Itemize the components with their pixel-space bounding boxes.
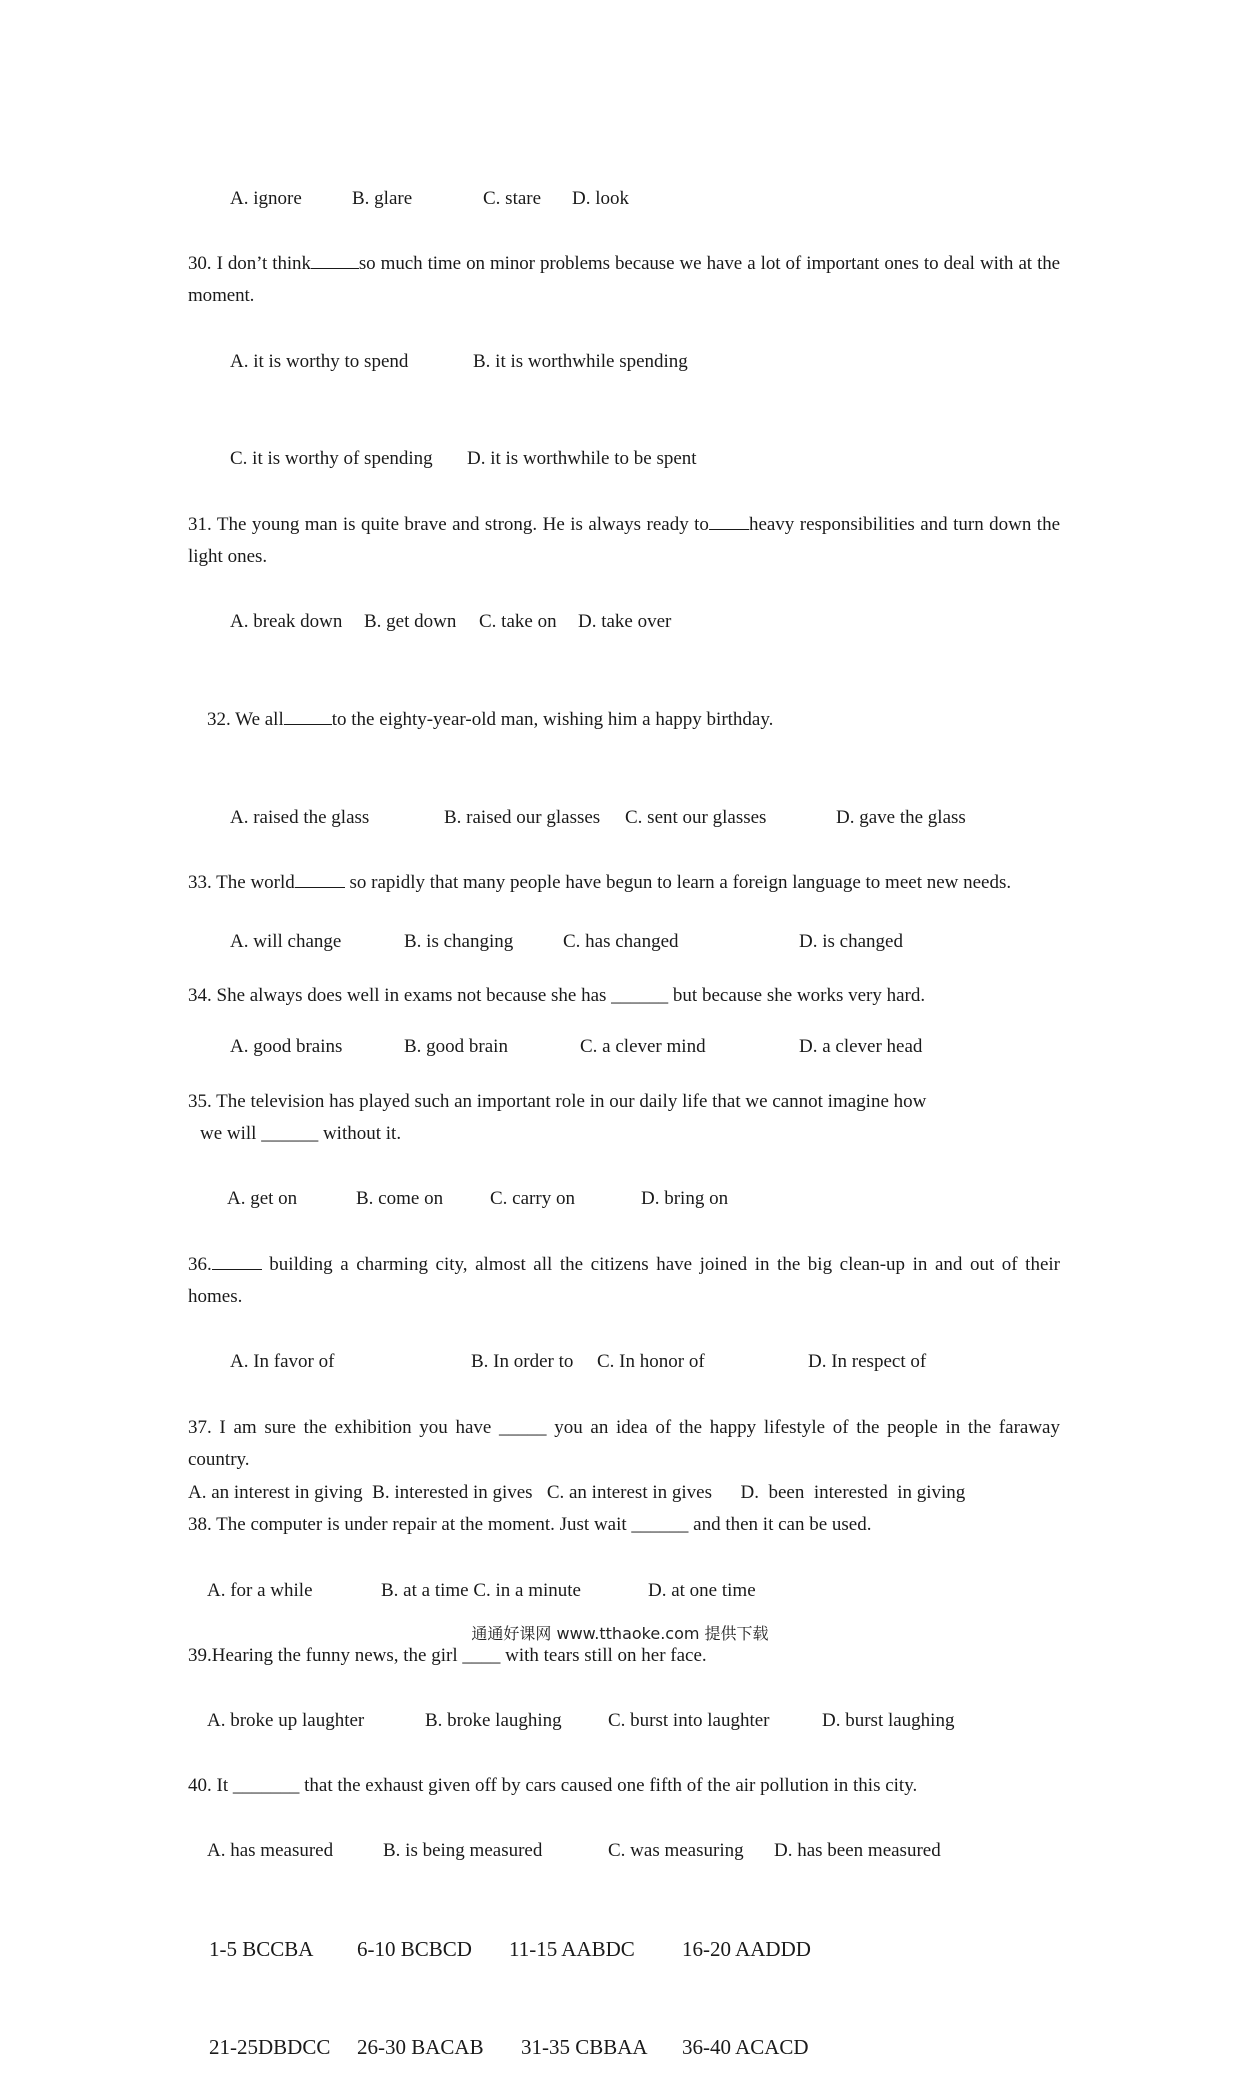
answer-key-row1 <box>188 1901 1060 1999</box>
q29-option-d: D. look <box>572 187 629 209</box>
q34-option-a: A. good brains <box>230 1035 343 1057</box>
q34-stem: 34. She always does well in exams not because she has ______ but because she works very hard. <box>188 984 926 1006</box>
q32-blank <box>284 706 332 725</box>
exam-page <box>188 150 1060 2096</box>
q39-option-b: B. broke laughing <box>425 1709 562 1731</box>
q37-stem: 37. I am sure the exhibition you have _____ you an idea of the happy lifestyle of the people in the faraway country. <box>188 1416 1060 1471</box>
q36-option-d: D. In respect of <box>808 1351 927 1373</box>
q33-blank <box>295 869 345 888</box>
q31-option-c: C. take on <box>479 611 557 633</box>
q32-option-a: A. raised the glass <box>230 806 370 828</box>
answer-key-6-10: 6-10 BCBCD <box>357 1937 472 1962</box>
q35-option-c: C. carry on <box>490 1188 575 1210</box>
q38-option-bc: B. at a time C. in a minute <box>381 1579 581 1601</box>
q35-option-d: D. bring on <box>641 1188 729 1210</box>
q34-option-b: B. good brain <box>404 1035 508 1057</box>
q30-option-d: D. it is worthwhile to be spent <box>467 448 697 470</box>
q29-option-a: A. ignore <box>230 187 302 209</box>
q32-option-b: B. raised our glasses <box>444 806 601 828</box>
q40-option-b: B. is being measured <box>383 1840 543 1862</box>
q36-blank <box>212 1251 262 1270</box>
q31-option-b: B. get down <box>364 611 457 633</box>
answer-key-31-35: 31-35 CBBAA <box>521 2034 648 2059</box>
q40-options <box>188 1803 1060 1901</box>
answer-key-26-30: 26-30 BACAB <box>357 2034 484 2059</box>
q33-option-d: D. is changed <box>799 930 903 952</box>
q30-blank <box>311 250 359 269</box>
q36-option-c: C. In honor of <box>597 1351 705 1373</box>
q33-option-a: A. will change <box>230 930 342 952</box>
q32-stem: 32. We all to the eighty-year-old man, wishing him a happy birthday. <box>188 672 1060 770</box>
q38-stem: 38. The computer is under repair at the moment. Just wait ______ and then it can be used. <box>188 1514 872 1536</box>
q39-option-a: A. broke up laughter <box>207 1709 365 1731</box>
q36-stem: 36. building a charming city, almost all the citizens have joined in the big clean-up in and out of their homes. <box>188 1249 1060 1314</box>
answer-key-11-15: 11-15 AABDC <box>509 1937 635 1962</box>
q39-options <box>188 1672 1060 1770</box>
q40-option-a: A. has measured <box>207 1840 334 1862</box>
q39-stem: 39.Hearing the funny news, the girl ____ with tears still on her face. <box>188 1644 707 1666</box>
q35-option-a: A. get on <box>227 1188 298 1210</box>
q33-options <box>188 900 1060 984</box>
q29-option-b: B. glare <box>352 187 413 209</box>
q30-option-b: B. it is worthwhile spending <box>473 350 688 372</box>
q30-option-a: A. it is worthy to spend <box>230 350 409 372</box>
q37-options: A. an interest in giving B. interested in gives C. an interest in gives D. been interested in giving <box>188 1481 966 1503</box>
answer-key-row2 <box>188 1998 1060 2096</box>
q40-stem: 40. It _______ that the exhaust given off by cars caused one fifth of the air pollution in this city. <box>188 1775 918 1797</box>
q30-stem: 30. I don’t think so much time on minor problems because we have a lot of important ones to deal with at the moment. <box>188 248 1060 313</box>
answer-key-36-40: 36-40 ACACD <box>682 2034 809 2059</box>
q32-option-c: C. sent our glasses <box>625 806 767 828</box>
q32-option-d: D. gave the glass <box>836 806 966 828</box>
q31-options <box>188 574 1060 672</box>
q40-option-c: C. was measuring <box>608 1840 744 1862</box>
q30-options-row2 <box>188 411 1060 509</box>
q35-option-b: B. come on <box>356 1188 444 1210</box>
q39-option-c: C. burst into laughter <box>608 1709 770 1731</box>
q35-stem-line2: we will ______ without it. <box>200 1123 402 1145</box>
q39-option-d: D. burst laughing <box>822 1709 955 1731</box>
q33-option-b: B. is changing <box>404 930 514 952</box>
answer-key-1-5: 1-5 BCCBA <box>209 1937 314 1962</box>
q34-option-c: C. a clever mind <box>580 1035 706 1057</box>
q30-options-row1 <box>188 313 1060 411</box>
page-footer: 通通好课网 www.tthaoke.com 提供下载 <box>471 1624 769 1643</box>
q35-stem-line1: 35. The television has played such an important role in our daily life that we cannot imagine how <box>188 1090 927 1112</box>
q29-options <box>188 150 1060 248</box>
q29-option-c: C. stare <box>483 187 542 209</box>
q34-option-d: D. a clever head <box>799 1035 923 1057</box>
q31-option-a: A. break down <box>230 611 343 633</box>
q33-stem: 33. The world so rapidly that many people have begun to learn a foreign language to meet new needs. <box>188 867 1060 900</box>
q31-option-d: D. take over <box>578 611 672 633</box>
q36-option-b: B. In order to <box>471 1351 574 1373</box>
q31-stem: 31. The young man is quite brave and strong. He is always ready to heavy responsibilities and turn down the light ones. <box>188 509 1060 574</box>
q35-options <box>188 1151 1060 1249</box>
q38-option-a: A. for a while <box>207 1579 313 1601</box>
answer-key-21-25: 21-25DBDCC <box>209 2034 331 2059</box>
q32-options <box>188 769 1060 867</box>
q40-option-d: D. has been measured <box>774 1840 941 1862</box>
answer-key-16-20: 16-20 AADDD <box>682 1937 811 1962</box>
q30-option-c: C. it is worthy of spending <box>230 448 433 470</box>
q31-blank <box>709 511 749 530</box>
q38-option-d: D. at one time <box>648 1579 756 1601</box>
q36-options <box>188 1314 1060 1412</box>
q33-option-c: C. has changed <box>563 930 679 952</box>
q34-options <box>188 1008 1060 1086</box>
q36-option-a: A. In favor of <box>230 1351 335 1373</box>
